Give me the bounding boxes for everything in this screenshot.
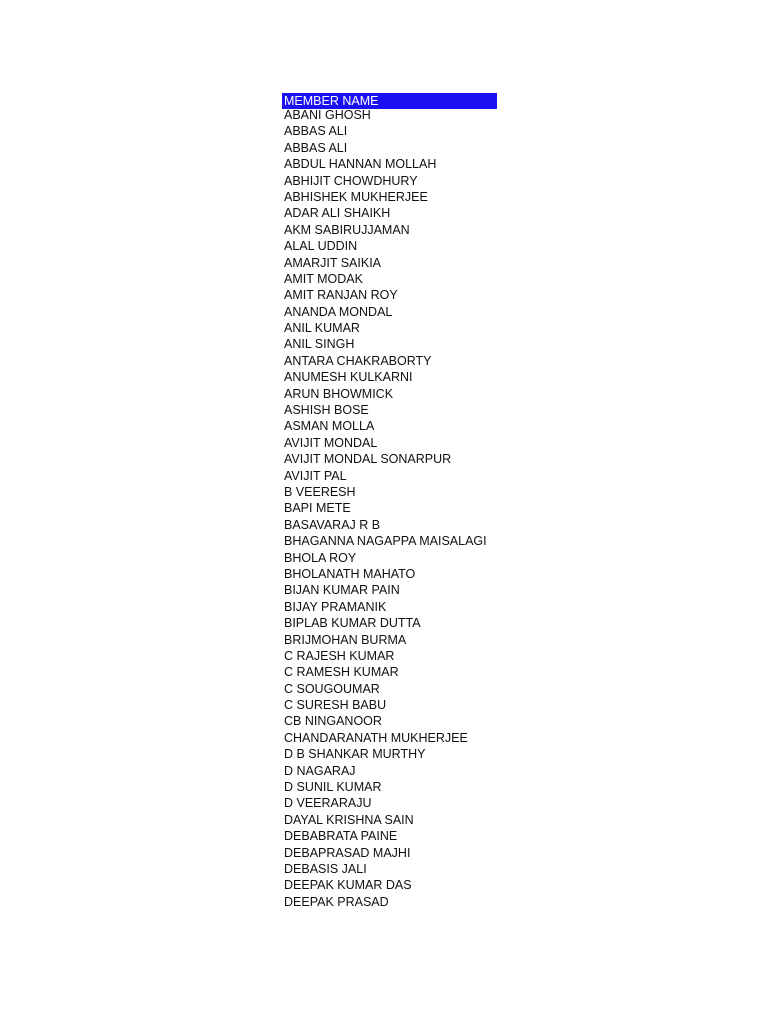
member-name-row: D NAGARAJ [284,763,356,778]
member-name-row: ABANI GHOSH [284,108,371,122]
member-name-row: CB NINGANOOR [284,714,382,729]
member-name-row: D B SHANKAR MURTHY [284,747,426,762]
member-name-row: ABBAS ALI [284,124,348,139]
member-name-row: DEBASIS JALI [284,861,367,876]
member-name-row: ANANDA MONDAL [284,304,393,319]
member-name-row: ANUMESH KULKARNI [284,370,413,385]
member-name-row: ABHISHEK MUKHERJEE [284,189,428,204]
member-name-row: AKM SABIRUJJAMAN [284,222,410,237]
member-name-row: CHANDARANATH MUKHERJEE [284,730,468,745]
member-name-row: BHAGANNA NAGAPPA MAISALAGI [284,534,487,549]
member-name-row: C RAMESH KUMAR [284,665,399,680]
member-name-row: ANIL SINGH [284,337,355,352]
member-name-row: ABDUL HANNAN MOLLAH [284,157,437,172]
member-name-row: AVIJIT MONDAL [284,435,378,450]
member-name-row: DEEPAK PRASAD [284,894,389,909]
member-name-row: DEEPAK KUMAR DAS [284,878,412,893]
member-name-row: ANIL KUMAR [284,321,360,336]
member-name-row: DEBAPRASAD MAJHI [284,845,411,860]
member-name-row: ABBAS ALI [284,140,348,155]
member-name-row: C SURESH BABU [284,698,387,713]
member-name-row: BAPI METE [284,501,351,516]
member-name-row: ANTARA CHAKRABORTY [284,353,432,368]
member-name-row: BASAVARAJ R B [284,517,381,532]
member-name-row: BIJAN KUMAR PAIN [284,583,400,598]
member-name-row: BHOLA ROY [284,550,357,565]
member-name-row: BIPLAB KUMAR DUTTA [284,616,421,631]
member-name-row: ASMAN MOLLA [284,419,375,434]
member-name-row: ASHISH BOSE [284,403,369,418]
member-name-list [282,107,522,910]
member-name-row: DEBABRATA PAINE [284,829,398,844]
member-name-row: ARUN BHOWMICK [284,386,394,401]
member-name-row: BHOLANATH MAHATO [284,566,416,581]
member-name-row: BRIJMOHAN BURMA [284,632,407,647]
member-name-row: C SOUGOUMAR [284,681,380,696]
member-name-header: MEMBER NAME [282,93,497,109]
member-name-row: AVIJIT PAL [284,468,347,483]
member-name-row: C RAJESH KUMAR [284,648,395,663]
member-name-row: AMIT RANJAN ROY [284,288,398,303]
member-name-row: AMARJIT SAIKIA [284,255,382,270]
member-table [282,93,522,910]
member-name-row: D VEERARAJU [284,796,372,811]
member-name-row: D SUNIL KUMAR [284,780,382,795]
member-name-row: ALAL UDDIN [284,239,358,254]
member-name-row: AVIJIT MONDAL SONARPUR [284,452,452,467]
member-name-row: ADAR ALI SHAIKH [284,206,391,221]
member-name-row: ABHIJIT CHOWDHURY [284,173,418,188]
member-name-row: BIJAY PRAMANIK [284,599,387,614]
member-name-row: B VEERESH [284,484,356,499]
member-name-row: DAYAL KRISHNA SAIN [284,812,414,827]
member-name-row: AMIT MODAK [284,271,363,286]
